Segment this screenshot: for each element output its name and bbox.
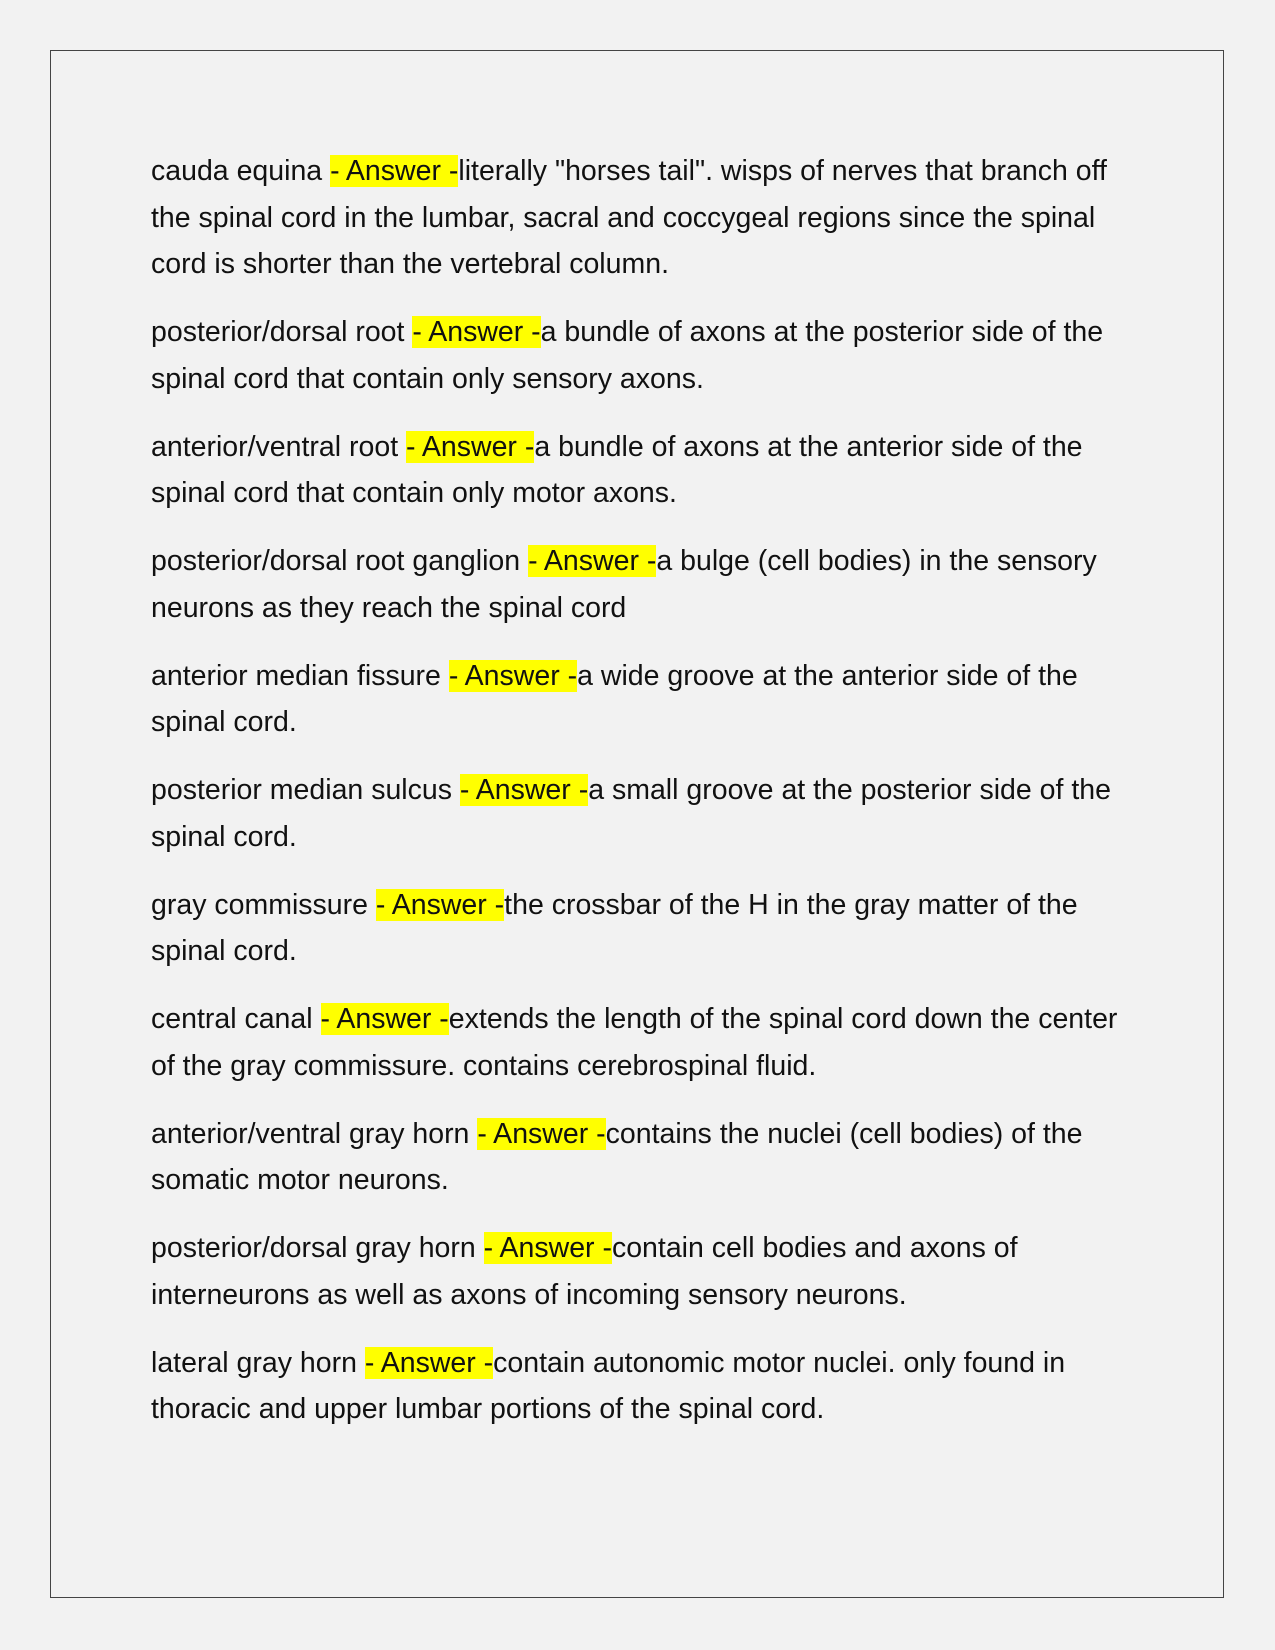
answer-marker: - Answer - (364, 1346, 494, 1379)
term: posterior median sulcus (151, 774, 460, 806)
definition: contain autonomic motor nuclei. only found in thoracic and upper lumbar portions of the spinal cord. (151, 1346, 1066, 1425)
term: anterior/ventral root (151, 430, 407, 463)
definition: extends the length of the spinal cord down the center of the gray commissure. contains cerebrospinal fluid. (151, 1003, 1118, 1082)
term: cauda equina (151, 155, 331, 187)
answer-marker: - Answer - (448, 659, 578, 692)
term: posterior/dorsal gray horn (151, 1232, 484, 1264)
flashcard-entry (151, 767, 1136, 860)
term: gray commissure (151, 888, 376, 921)
term: posterior/dorsal root ganglion (151, 545, 529, 577)
answer-marker: - Answer - (483, 1232, 612, 1264)
term: posterior/dorsal root (151, 316, 413, 348)
flashcard-entry (151, 1225, 1136, 1318)
answer-marker: - Answer - (330, 155, 459, 187)
flashcard-entry (151, 882, 1136, 975)
definition: the crossbar of the H in the gray matter of the spinal cord. (151, 888, 1078, 967)
flashcard-entry (151, 653, 1136, 746)
definition: a small groove at the posterior side of the spinal cord. (151, 774, 1111, 853)
flashcard-entry (151, 1340, 1136, 1433)
answer-marker: - Answer - (528, 545, 657, 577)
answer-marker: - Answer - (477, 1117, 606, 1150)
flashcard-entry (151, 996, 1136, 1089)
answer-marker: - Answer - (375, 888, 505, 921)
definition: a bulge (cell bodies) in the sensory neurons as they reach the spinal cord (151, 545, 1097, 624)
answer-marker: - Answer - (406, 430, 535, 463)
term: central canal (151, 1003, 321, 1035)
flashcard-entry (151, 148, 1136, 288)
definition: a bundle of axons at the posterior side of the spinal cord that contain only sensory axons. (151, 316, 1104, 395)
flashcard-entry (151, 424, 1136, 517)
term: anterior/ventral gray horn (151, 1117, 478, 1150)
answer-marker: - Answer - (320, 1003, 449, 1035)
flashcard-entry (151, 309, 1136, 402)
definition: literally "horses tail". wisps of nerves that branch off the spinal cord in the lumbar, sacral and coccygeal regions since the spinal cord is shorter than the vertebral column. (151, 155, 1107, 280)
definition: contains the nuclei (cell bodies) of the somatic motor neurons. (151, 1117, 1083, 1196)
flashcard-list (151, 148, 1136, 1454)
definition: a bundle of axons at the anterior side of the spinal cord that contain only motor axons. (151, 430, 1083, 509)
definition: contain cell bodies and axons of interneurons as well as axons of incoming sensory neurons. (151, 1232, 1018, 1311)
definition: a wide groove at the anterior side of the spinal cord. (151, 659, 1078, 738)
flashcard-entry (151, 1111, 1136, 1204)
flashcard-entry (151, 538, 1136, 631)
answer-marker: - Answer - (459, 774, 589, 806)
answer-marker: - Answer - (412, 316, 541, 348)
term: anterior median fissure (151, 659, 449, 692)
term: lateral gray horn (151, 1346, 365, 1379)
